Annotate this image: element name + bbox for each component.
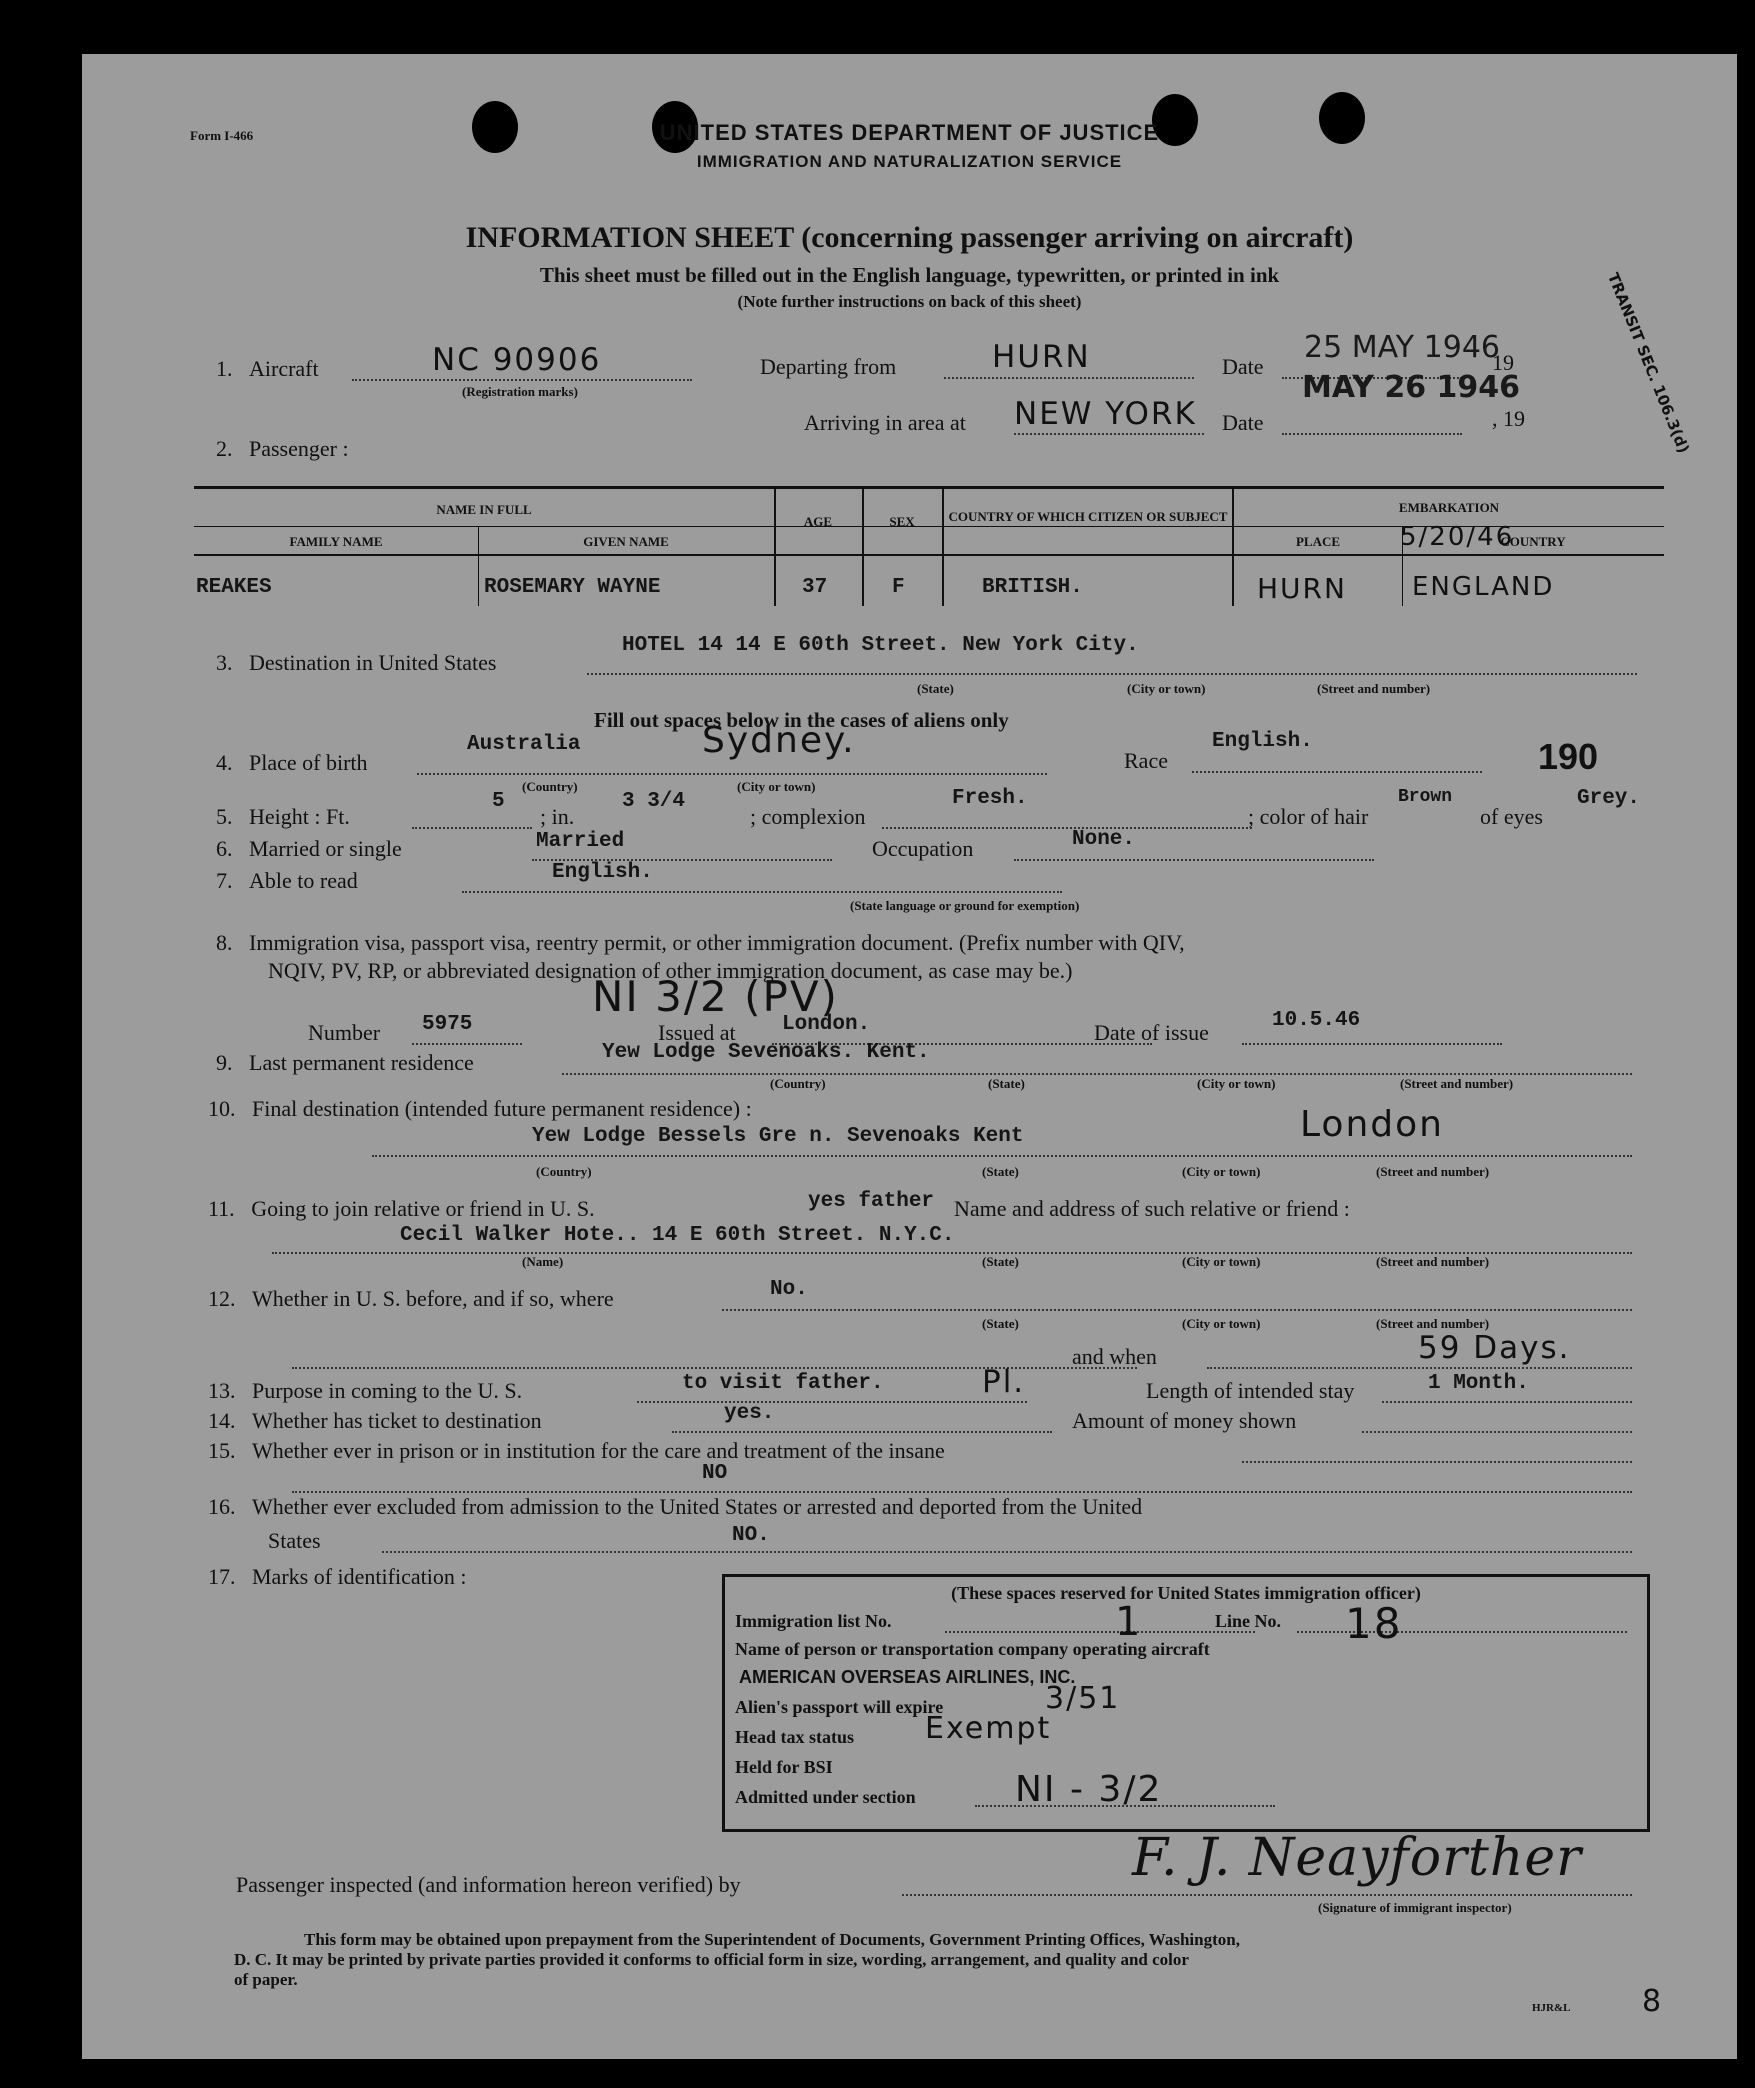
name-in-full-header: NAME IN FULL (436, 502, 532, 517)
page-note: (Note further instructions on back of this sheet) (737, 292, 1082, 311)
place-header: PLACE (1295, 534, 1341, 549)
item-15-label: 15. Whether ever in prison or in institution for the care and treatment of the insane (208, 1438, 945, 1463)
item-5-label: 5. Height : Ft. (216, 804, 350, 829)
embarkation-header: EMBARKATION (1398, 500, 1500, 515)
footer-line-3: of paper. (234, 1970, 298, 1989)
family-name-cell: REAKES (196, 576, 272, 599)
race-value: English. (1212, 730, 1313, 753)
transit-stamp: TRANSIT SEC. 106.3(d) (1603, 270, 1693, 456)
visa-code-handwritten: NI 3/2 (PV) (592, 972, 839, 1021)
item-14-label: 14. Whether has ticket to destination (208, 1408, 542, 1433)
form-number: Form I-466 (190, 128, 254, 143)
item-2-label: 2. Passenger : (216, 436, 349, 461)
stay-label: Length of intended stay (1146, 1378, 1355, 1403)
caption-street: (Street and number) (1376, 1316, 1490, 1331)
hair-label: ; color of hair (1248, 804, 1369, 829)
country-header: COUNTRY (1500, 534, 1566, 549)
aliens-instruction: Fill out spaces below in the cases of aliens only (594, 708, 1009, 732)
caption-state: (State) (982, 1254, 1019, 1269)
complexion-value: Fresh. (952, 787, 1028, 810)
printer-code: HJR&L (1532, 2002, 1571, 2014)
date-label: Date (1222, 354, 1264, 379)
caption-city: (City or town) (1127, 681, 1206, 696)
inches-label: ; in. (540, 804, 575, 829)
arrival-date-stamp: MAY 26 1946 (1302, 370, 1521, 405)
item-16-line-2: States (268, 1528, 321, 1553)
departing-value: HURN (992, 339, 1091, 375)
registration-caption: (Registration marks) (462, 384, 578, 399)
race-label: Race (1124, 748, 1168, 773)
final-destination-value: Yew Lodge Bessels Gre n. Sevenoaks Kent (532, 1125, 1024, 1148)
information-sheet (82, 54, 1737, 2059)
inspector-signature: F. J. Neayforther (1132, 1828, 1582, 1888)
item-1-label: 1. Aircraft (216, 356, 319, 381)
join-name-address-label: Name and address of such relative or friend : (954, 1196, 1350, 1221)
held-for-bsi-label: Held for BSI (735, 1757, 833, 1777)
item-11-label: 11. Going to join relative or friend in U. S. (208, 1196, 595, 1221)
relative-value: Cecil Walker Hote.. 14 E 60th Street. N.Y.C. (400, 1224, 955, 1247)
destination-value: HOTEL 14 14 E 60th Street. New York City. (622, 634, 1139, 657)
caption-city: (City or town) (1182, 1254, 1261, 1269)
birth-city-value: Sydney. (702, 720, 856, 761)
caption-city: (City or town) (737, 779, 816, 794)
departure-date-stamp: 25 MAY 1946 (1304, 330, 1500, 365)
number-label: Number (308, 1020, 381, 1045)
item-10-label: 10. Final destination (intended future permanent residence) : (208, 1096, 752, 1121)
visa-number-value: 5975 (422, 1013, 473, 1036)
head-tax-label: Head tax status (735, 1727, 855, 1747)
final-destination-handwritten: London (1300, 1104, 1444, 1145)
annotation-date: 5/20/46 (1400, 522, 1515, 552)
signature-caption: (Signature of immigrant inspector) (1318, 1900, 1512, 1915)
money-label: Amount of money shown (1072, 1408, 1297, 1433)
operator-value: AMERICAN OVERSEAS AIRLINES, INC. (739, 1667, 1076, 1687)
page-number-190: 190 (1538, 736, 1599, 777)
officer-box (722, 1574, 1650, 1832)
height-feet-value: 5 (492, 790, 505, 813)
list-number-value: 1 (1115, 1599, 1143, 1645)
country-citizen-header: COUNTRY OF WHICH CITIZEN OR SUBJECT (948, 509, 1228, 524)
eyes-value: Grey. (1577, 787, 1641, 810)
line-number-value: 18 (1345, 1599, 1403, 1648)
join-value: yes father (808, 1190, 935, 1213)
caption-state: (State) (988, 1076, 1025, 1091)
item-8-label: 8. Immigration visa, passport visa, reentry permit, or other immigration document. (Prefix number with QIV, (216, 930, 1185, 955)
page-subtitle: This sheet must be filled out in the English language, typewritten, or printed in ink (539, 263, 1280, 287)
citizen-cell: BRITISH. (982, 576, 1083, 599)
department-title: UNITED STATES DEPARTMENT OF JUSTICE (659, 120, 1160, 145)
excluded-value: NO. (732, 1524, 770, 1547)
age-header: AGE (803, 514, 833, 529)
item-3-label: 3. Destination in United States (216, 650, 497, 675)
arriving-label: Arriving in area at (804, 410, 966, 435)
head-tax-value: Exempt (925, 1711, 1052, 1746)
purpose-value: to visit father. (682, 1372, 884, 1395)
caption-country: (Country) (536, 1164, 592, 1179)
departing-label: Departing from (760, 354, 897, 379)
purpose-initials: Pl. (982, 1364, 1026, 1400)
ticket-value: yes. (724, 1402, 775, 1425)
arriving-date-label: Date (1222, 410, 1264, 435)
country-cell: ENGLAND (1412, 572, 1555, 602)
residence-value: Yew Lodge Sevenoaks. Kent. (602, 1041, 930, 1064)
eyes-label: of eyes (1480, 804, 1543, 829)
admitted-section-value: NI - 3/2 (1015, 1769, 1163, 1810)
given-name-cell: ROSEMARY WAYNE (484, 576, 661, 599)
issued-at-label: Issued at (658, 1020, 736, 1045)
list-number-label: Immigration list No. (735, 1611, 892, 1631)
occupation-label: Occupation (872, 836, 974, 861)
caption-street: (Street and number) (1317, 681, 1431, 696)
prison-value: NO (702, 1462, 728, 1485)
service-title: IMMIGRATION AND NATURALIZATION SERVICE (696, 152, 1123, 171)
item-4-label: 4. Place of birth (216, 750, 368, 775)
caption-street: (Street and number) (1400, 1076, 1514, 1091)
caption-name: (Name) (522, 1254, 564, 1269)
passport-expire-label: Alien's passport will expire (735, 1697, 944, 1717)
family-name-header: FAMILY NAME (289, 534, 383, 549)
caption-state: (State) (982, 1164, 1019, 1179)
occupation-value: None. (1072, 828, 1136, 851)
item-8-line-2: NQIV, PV, RP, or abbreviated designation of other immigration document, as case may be.) (268, 958, 1073, 983)
birth-country-value: Australia (467, 733, 581, 756)
sex-cell: F (892, 576, 905, 599)
age-cell: 37 (802, 576, 828, 599)
place-cell: HURN (1257, 572, 1347, 605)
stay-value: 1 Month. (1428, 1372, 1529, 1395)
margin-mark: 8 (1642, 1984, 1664, 2019)
arriving-year-prefix: , 19 (1492, 406, 1525, 431)
item-16-label: 16. Whether ever excluded from admission to the United States or arrested and deported from the United (208, 1494, 1143, 1519)
complexion-label: ; complexion (750, 804, 866, 829)
item-7-label: 7. Able to read (216, 868, 358, 893)
caption-city: (City or town) (1182, 1164, 1261, 1179)
line-number-label: Line No. (1215, 1611, 1282, 1631)
arriving-value: NEW YORK (1014, 396, 1197, 432)
caption-country: (Country) (522, 779, 578, 794)
item-12-label: 12. Whether in U. S. before, and if so, where (208, 1286, 614, 1311)
inspected-label: Passenger inspected (and information hereon verified) by (236, 1872, 741, 1897)
caption-city: (City or town) (1197, 1076, 1276, 1091)
before-value: No. (770, 1278, 808, 1301)
and-when-label: and when (1072, 1344, 1157, 1369)
married-value: Married (536, 830, 625, 853)
item-17-label: 17. Marks of identification : (208, 1564, 467, 1589)
officer-box-title: (These spaces reserved for United States immigration officer) (951, 1583, 1421, 1603)
page-title: INFORMATION SHEET (concerning passenger arriving on aircraft) (465, 221, 1354, 254)
sex-header: SEX (889, 514, 915, 529)
given-name-header: GIVEN NAME (583, 534, 669, 549)
caption-state: (State) (917, 681, 954, 696)
item-6-label: 6. Married or single (216, 836, 402, 861)
issued-at-value: London. (782, 1013, 871, 1036)
caption-street: (Street and number) (1376, 1164, 1490, 1179)
read-value: English. (552, 861, 653, 884)
item-9-label: 9. Last permanent residence (216, 1050, 474, 1075)
caption-country: (Country) (770, 1076, 826, 1091)
caption-city: (City or town) (1182, 1316, 1261, 1331)
date-of-issue-value: 10.5.46 (1272, 1009, 1361, 1032)
caption-street: (Street and number) (1376, 1254, 1490, 1269)
date-of-issue-label: Date of issue (1094, 1020, 1209, 1045)
year-prefix: 19 (1492, 350, 1514, 375)
when-handwritten: 59 Days. (1418, 1330, 1571, 1366)
caption-state: (State) (982, 1316, 1019, 1331)
footer-line-1: This form may be obtained upon prepayment from the Superintendent of Documents, Government Printing Offices, Washington, (304, 1930, 1240, 1949)
footer-line-2: D. C. It may be printed by private parties provided it conforms to official form in size, wording, arrangement, and quality and color (234, 1950, 1189, 1969)
admitted-section-label: Admitted under section (735, 1787, 916, 1807)
aircraft-value: NC 90906 (432, 342, 602, 378)
read-caption: (State language or ground for exemption) (850, 898, 1080, 913)
height-inches-value: 3 3/4 (622, 790, 686, 813)
item-13-label: 13. Purpose in coming to the U. S. (208, 1378, 523, 1403)
passport-expire-value: 3/51 (1045, 1681, 1121, 1716)
hair-value: Brown (1398, 787, 1453, 807)
operator-label: Name of person or transportation company operating aircraft (735, 1639, 1210, 1659)
